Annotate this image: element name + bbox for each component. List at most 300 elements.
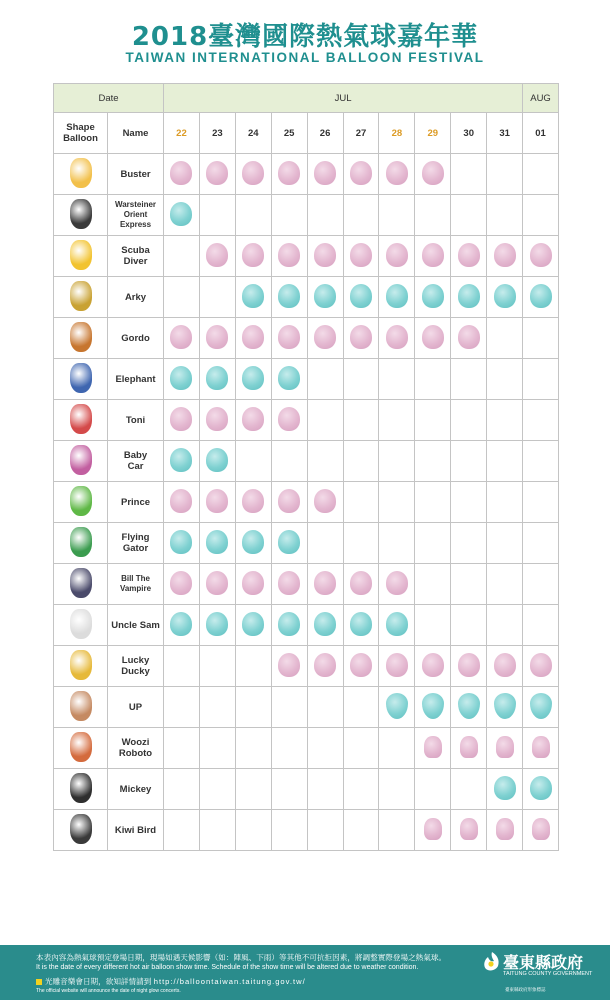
balloon-name: [108, 728, 164, 769]
schedule-cell-30: [451, 728, 487, 769]
balloon-name: [108, 769, 164, 810]
balloon-photo: [70, 691, 92, 721]
schedule-body: [54, 154, 559, 851]
schedule-cell-24: [235, 810, 271, 851]
schedule-cell-23: [199, 810, 235, 851]
schedule-cell-23: [199, 441, 235, 482]
schedule-cell-22: [164, 687, 200, 728]
schedule-cell-31: [487, 441, 523, 482]
schedule-cell-29: [415, 605, 451, 646]
schedule-cell-28: [379, 687, 415, 728]
balloon-show-icon: [386, 161, 408, 185]
name-header: Name: [108, 113, 164, 154]
balloon-show-icon: [278, 489, 300, 513]
balloon-show-icon: [278, 325, 300, 349]
schedule-cell-22: [164, 277, 200, 318]
balloon-show-icon: [460, 736, 478, 758]
schedule-cell-29: [415, 400, 451, 441]
balloon-show-icon: [386, 653, 408, 677]
schedule-cell-23: [199, 564, 235, 605]
balloon-photo: [70, 404, 92, 434]
schedule-cell-29: [415, 523, 451, 564]
balloon-show-icon: [424, 736, 442, 758]
balloon-show-icon: [206, 161, 228, 185]
balloon-shape-cell: [54, 277, 108, 318]
balloon-photo: [70, 732, 92, 762]
balloon-show-icon: [532, 736, 550, 758]
schedule-cell-25: [271, 605, 307, 646]
balloon-shape-cell: [54, 523, 108, 564]
balloon-show-icon: [530, 776, 552, 800]
balloon-show-icon: [278, 284, 300, 308]
balloon-name-line: Elephant: [115, 373, 156, 385]
schedule-cell-30: [451, 810, 487, 851]
balloon-row: [54, 195, 559, 236]
balloon-show-icon: [350, 612, 372, 636]
balloon-name: [108, 400, 164, 441]
balloon-name: [108, 523, 164, 564]
schedule-cell-31: [487, 236, 523, 277]
website-link[interactable]: http://balloontaiwan.taitung.gov.tw/: [153, 977, 306, 986]
schedule-cell-25: [271, 277, 307, 318]
balloon-name-line: Buster: [120, 168, 151, 180]
schedule-cell-22: [164, 564, 200, 605]
balloon-show-icon: [458, 243, 480, 267]
balloon-name-line: Woozi: [121, 737, 150, 748]
balloon-photo: [70, 527, 92, 557]
schedule-cell-01: [523, 646, 559, 687]
schedule-cell-22: [164, 400, 200, 441]
balloon-show-icon: [386, 612, 408, 636]
month-aug-header: AUG: [523, 84, 559, 113]
balloon-name: [108, 441, 164, 482]
balloon-shape-cell: [54, 646, 108, 687]
schedule-cell-01: [523, 195, 559, 236]
balloon-row: [54, 236, 559, 277]
schedule-cell-26: [307, 236, 343, 277]
balloon-row: [54, 154, 559, 195]
schedule-cell-26: [307, 810, 343, 851]
schedule-cell-01: [523, 277, 559, 318]
balloon-name: [108, 154, 164, 195]
balloon-name: [108, 605, 164, 646]
schedule-cell-28: [379, 359, 415, 400]
schedule-cell-26: [307, 482, 343, 523]
balloon-name-line: Warsteiner: [114, 200, 157, 209]
balloon-photo: [70, 322, 92, 352]
balloon-row: [54, 318, 559, 359]
schedule-cell-30: [451, 646, 487, 687]
schedule-cell-27: [343, 154, 379, 195]
balloon-name-line: Diver: [123, 256, 148, 267]
balloon-name-line: Gordo: [121, 332, 150, 344]
balloon-photo: [70, 199, 92, 229]
schedule-cell-26: [307, 769, 343, 810]
balloon-name: [108, 277, 164, 318]
schedule-cell-30: [451, 564, 487, 605]
balloon-show-icon: [242, 571, 264, 595]
schedule-cell-29: [415, 154, 451, 195]
schedule-cell-23: [199, 769, 235, 810]
schedule-cell-31: [487, 646, 523, 687]
balloon-show-icon: [314, 243, 336, 267]
schedule-cell-31: [487, 687, 523, 728]
schedule-cell-22: [164, 441, 200, 482]
balloon-show-icon: [350, 161, 372, 185]
shape-balloon-header: Shape Balloon: [54, 113, 108, 154]
schedule-cell-28: [379, 400, 415, 441]
balloon-show-icon: [314, 571, 336, 595]
schedule-cell-27: [343, 728, 379, 769]
date-header: Date: [54, 84, 164, 113]
schedule-cell-30: [451, 400, 487, 441]
schedule-cell-22: [164, 646, 200, 687]
balloon-show-icon: [422, 243, 444, 267]
schedule-cell-31: [487, 318, 523, 359]
schedule-cell-24: [235, 523, 271, 564]
balloon-show-icon: [530, 693, 552, 719]
schedule-cell-27: [343, 687, 379, 728]
balloon-show-icon: [494, 243, 516, 267]
schedule-cell-01: [523, 605, 559, 646]
schedule-cell-01: [523, 482, 559, 523]
schedule-cell-23: [199, 359, 235, 400]
schedule-cell-26: [307, 277, 343, 318]
schedule-cell-22: [164, 605, 200, 646]
balloon-show-icon: [242, 530, 264, 554]
schedule-cell-28: [379, 154, 415, 195]
balloon-name: [108, 318, 164, 359]
balloon-show-icon: [242, 612, 264, 636]
schedule-cell-31: [487, 728, 523, 769]
schedule-cell-30: [451, 277, 487, 318]
footer-notice-zh: 本表內容為熱氣球預定登場日期，現場如遇天候影響（如：陣風、下雨）等其他不可抗拒因素，將調整實際登場之熱氣球。: [36, 953, 447, 962]
schedule-cell-23: [199, 646, 235, 687]
schedule-table: [53, 83, 559, 851]
balloon-photo: [70, 568, 92, 598]
schedule-cell-22: [164, 318, 200, 359]
balloon-row: [54, 810, 559, 851]
schedule-cell-27: [343, 769, 379, 810]
schedule-cell-22: [164, 195, 200, 236]
balloon-name-line: Flying: [121, 532, 150, 543]
schedule-cell-27: [343, 359, 379, 400]
schedule-cell-22: [164, 482, 200, 523]
balloon-show-icon: [278, 653, 300, 677]
schedule-cell-27: [343, 564, 379, 605]
balloon-show-icon: [460, 818, 478, 840]
balloon-show-icon: [458, 653, 480, 677]
month-header-row: [54, 84, 559, 113]
balloon-show-icon: [206, 407, 228, 431]
schedule-cell-24: [235, 400, 271, 441]
balloon-show-icon: [350, 653, 372, 677]
balloon-show-icon: [170, 612, 192, 636]
balloon-name: [108, 236, 164, 277]
balloon-show-icon: [496, 818, 514, 840]
schedule-cell-28: [379, 605, 415, 646]
schedule-cell-29: [415, 728, 451, 769]
balloon-name: [108, 646, 164, 687]
footer-concert-text: 光雕音樂會日期，欲知詳情請到: [45, 977, 152, 986]
schedule-cell-24: [235, 482, 271, 523]
bullet-square-icon: [36, 979, 42, 985]
schedule-cell-23: [199, 318, 235, 359]
poster-title-zh: 2018臺灣國際熱氣球嘉年華: [131, 22, 479, 52]
schedule-cell-30: [451, 482, 487, 523]
balloon-photo: [70, 445, 92, 475]
balloon-show-icon: [278, 407, 300, 431]
schedule-cell-01: [523, 359, 559, 400]
balloon-name-line: Prince: [120, 496, 151, 508]
schedule-cell-01: [523, 810, 559, 851]
schedule-cell-27: [343, 277, 379, 318]
balloon-show-icon: [206, 448, 228, 472]
balloon-name-line: Uncle Sam: [111, 619, 160, 631]
balloon-show-icon: [494, 284, 516, 308]
schedule-cell-01: [523, 400, 559, 441]
balloon-name: [108, 564, 164, 605]
balloon-name-line: Kiwi Bird: [114, 824, 157, 836]
schedule-cell-25: [271, 564, 307, 605]
schedule-cell-01: [523, 318, 559, 359]
schedule-cell-26: [307, 359, 343, 400]
balloon-row: [54, 605, 559, 646]
schedule-cell-01: [523, 564, 559, 605]
balloon-name: [108, 195, 164, 236]
balloon-name-line: Toni: [125, 414, 146, 426]
balloon-show-icon: [386, 325, 408, 349]
balloon-photo: [70, 486, 92, 516]
balloon-show-icon: [422, 325, 444, 349]
schedule-cell-25: [271, 810, 307, 851]
schedule-cell-29: [415, 236, 451, 277]
balloon-show-icon: [278, 612, 300, 636]
balloon-show-icon: [170, 325, 192, 349]
balloon-show-icon: [530, 284, 552, 308]
schedule-cell-27: [343, 195, 379, 236]
balloon-show-icon: [242, 325, 264, 349]
balloon-photo: [70, 158, 92, 188]
schedule-cell-27: [343, 646, 379, 687]
schedule-cell-30: [451, 769, 487, 810]
balloon-show-icon: [386, 571, 408, 595]
schedule-cell-22: [164, 359, 200, 400]
footer-concert-en: The official website will announce the date of night glow concerts.: [36, 988, 181, 994]
schedule-cell-24: [235, 441, 271, 482]
schedule-cell-22: [164, 236, 200, 277]
schedule-cell-30: [451, 441, 487, 482]
balloon-show-icon: [170, 366, 192, 390]
schedule-cell-23: [199, 154, 235, 195]
balloon-show-icon: [458, 693, 480, 719]
schedule-cell-25: [271, 523, 307, 564]
balloon-show-icon: [206, 243, 228, 267]
balloon-show-icon: [386, 693, 408, 719]
schedule-cell-01: [523, 154, 559, 195]
balloon-show-icon: [314, 612, 336, 636]
balloon-show-icon: [494, 776, 516, 800]
balloon-shape-cell: [54, 605, 108, 646]
schedule-cell-30: [451, 605, 487, 646]
schedule-cell-24: [235, 154, 271, 195]
schedule-cell-30: [451, 318, 487, 359]
balloon-show-icon: [206, 571, 228, 595]
schedule-cell-26: [307, 564, 343, 605]
balloon-show-icon: [314, 161, 336, 185]
balloon-show-icon: [206, 489, 228, 513]
balloon-show-icon: [170, 448, 192, 472]
schedule-cell-24: [235, 318, 271, 359]
balloon-show-icon: [242, 489, 264, 513]
schedule-cell-24: [235, 687, 271, 728]
balloon-shape-cell: [54, 728, 108, 769]
balloon-name-line: Baby: [123, 450, 148, 461]
balloon-show-icon: [170, 202, 192, 226]
day-header-23: 23: [199, 113, 235, 154]
schedule-cell-28: [379, 441, 415, 482]
balloon-show-icon: [170, 489, 192, 513]
schedule-cell-25: [271, 400, 307, 441]
schedule-cell-28: [379, 195, 415, 236]
schedule-cell-23: [199, 277, 235, 318]
balloon-show-icon: [350, 571, 372, 595]
day-header-27: 27: [343, 113, 379, 154]
schedule-cell-23: [199, 236, 235, 277]
schedule-cell-23: [199, 728, 235, 769]
schedule-cell-30: [451, 359, 487, 400]
schedule-cell-24: [235, 769, 271, 810]
balloon-photo: [70, 650, 92, 680]
balloon-shape-cell: [54, 359, 108, 400]
schedule-cell-26: [307, 605, 343, 646]
poster-title-en: TAIWAN INTERNATIONAL BALLOON FESTIVAL: [125, 50, 485, 65]
balloon-row: [54, 400, 559, 441]
balloon-show-icon: [386, 284, 408, 308]
day-header-31: 31: [487, 113, 523, 154]
balloon-name-line: Scuba: [121, 245, 150, 256]
balloon-shape-cell: [54, 400, 108, 441]
balloon-name-line: Bill The: [121, 574, 150, 583]
balloon-show-icon: [206, 530, 228, 554]
schedule-cell-24: [235, 728, 271, 769]
schedule-cell-27: [343, 482, 379, 523]
day-header-01: 01: [523, 113, 559, 154]
schedule-cell-23: [199, 523, 235, 564]
schedule-cell-29: [415, 318, 451, 359]
schedule-cell-24: [235, 646, 271, 687]
schedule-cell-23: [199, 605, 235, 646]
schedule-cell-23: [199, 482, 235, 523]
schedule-cell-25: [271, 687, 307, 728]
balloon-show-icon: [424, 818, 442, 840]
day-header-22: 22: [164, 113, 200, 154]
schedule-cell-24: [235, 359, 271, 400]
schedule-cell-26: [307, 728, 343, 769]
balloon-name-line: Ducky: [121, 666, 150, 677]
schedule-cell-29: [415, 277, 451, 318]
balloon-row: [54, 482, 559, 523]
schedule-cell-26: [307, 318, 343, 359]
schedule-cell-31: [487, 277, 523, 318]
balloon-name: [108, 687, 164, 728]
schedule-cell-24: [235, 277, 271, 318]
schedule-cell-31: [487, 769, 523, 810]
balloon-shape-cell: [54, 810, 108, 851]
schedule-cell-27: [343, 318, 379, 359]
balloon-row: [54, 769, 559, 810]
schedule-cell-26: [307, 400, 343, 441]
day-header-29: 29: [415, 113, 451, 154]
day-header-25: 25: [271, 113, 307, 154]
balloon-show-icon: [350, 325, 372, 349]
schedule-cell-25: [271, 154, 307, 195]
schedule-cell-28: [379, 523, 415, 564]
balloon-shape-cell: [54, 236, 108, 277]
schedule-cell-01: [523, 687, 559, 728]
balloon-show-icon: [422, 693, 444, 719]
schedule-cell-30: [451, 195, 487, 236]
balloon-shape-cell: [54, 564, 108, 605]
day-header-30: 30: [451, 113, 487, 154]
schedule-cell-01: [523, 441, 559, 482]
balloon-show-icon: [386, 243, 408, 267]
schedule-cell-23: [199, 687, 235, 728]
balloon-photo: [70, 814, 92, 844]
balloon-show-icon: [170, 161, 192, 185]
schedule-cell-31: [487, 195, 523, 236]
schedule-cell-23: [199, 195, 235, 236]
schedule-cell-26: [307, 195, 343, 236]
schedule-cell-25: [271, 769, 307, 810]
schedule-cell-31: [487, 523, 523, 564]
org-logo-caption: 臺東縣政府形象標誌: [505, 988, 546, 993]
balloon-show-icon: [242, 407, 264, 431]
schedule-cell-27: [343, 523, 379, 564]
balloon-show-icon: [278, 161, 300, 185]
day-header-row: [54, 113, 559, 154]
schedule-cell-28: [379, 236, 415, 277]
balloon-shape-cell: [54, 482, 108, 523]
balloon-show-icon: [206, 612, 228, 636]
balloon-show-icon: [496, 736, 514, 758]
balloon-photo: [70, 240, 92, 270]
balloon-show-icon: [314, 653, 336, 677]
balloon-row: [54, 687, 559, 728]
schedule-cell-28: [379, 482, 415, 523]
balloon-show-icon: [350, 243, 372, 267]
schedule-cell-28: [379, 277, 415, 318]
balloon-show-icon: [422, 284, 444, 308]
schedule-cell-25: [271, 359, 307, 400]
schedule-cell-28: [379, 646, 415, 687]
schedule-cell-28: [379, 728, 415, 769]
footer-notice-en: It is the date of every different hot air balloon show time. Schedule of the show time will be altered due to weather condition.: [36, 964, 419, 971]
balloon-name-line: Orient Express: [119, 210, 152, 229]
balloon-photo: [70, 281, 92, 311]
balloon-show-icon: [494, 693, 516, 719]
schedule-cell-29: [415, 769, 451, 810]
balloon-show-icon: [494, 653, 516, 677]
schedule-cell-31: [487, 154, 523, 195]
balloon-photo: [70, 609, 92, 639]
balloon-show-icon: [458, 325, 480, 349]
balloon-row: [54, 523, 559, 564]
schedule-cell-01: [523, 236, 559, 277]
balloon-shape-cell: [54, 318, 108, 359]
taitung-logo-icon: [482, 951, 502, 973]
schedule-cell-23: [199, 400, 235, 441]
